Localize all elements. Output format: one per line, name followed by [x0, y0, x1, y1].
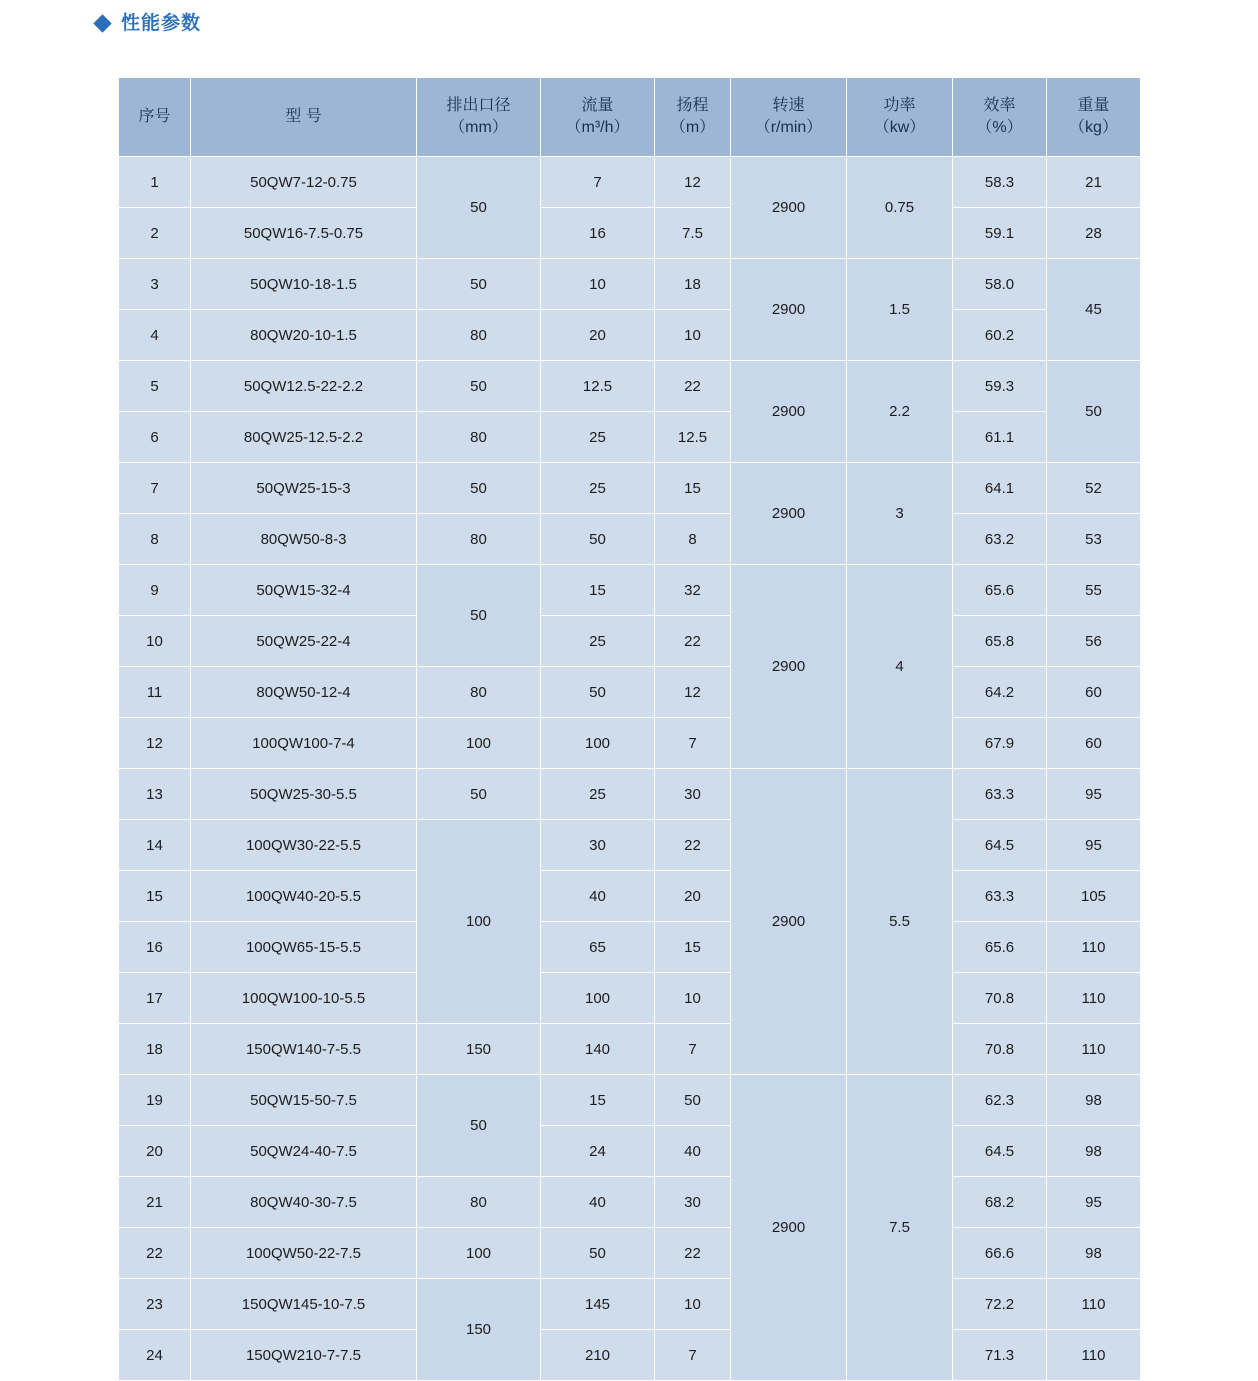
header-head-line2: （m）: [669, 119, 716, 136]
cell-efficiency: 64.2: [953, 667, 1047, 718]
cell-no: 15: [119, 871, 191, 922]
page-title: 性能参数: [121, 13, 202, 34]
cell-outlet: 80: [417, 514, 541, 565]
cell-model: 100QW40-20-5.5: [191, 871, 417, 922]
cell-outlet: 80: [417, 1177, 541, 1228]
cell-no: 5: [119, 361, 191, 412]
cell-flow: 24: [541, 1126, 655, 1177]
table-row: [119, 769, 1141, 820]
cell-model: 150QW140-7-5.5: [191, 1024, 417, 1075]
cell-no: 8: [119, 514, 191, 565]
cell-flow: 50: [541, 1228, 655, 1279]
cell-no: 1: [119, 157, 191, 208]
cell-head: 22: [655, 820, 731, 871]
cell-weight: 95: [1047, 820, 1141, 871]
header-power-line2: （kw）: [873, 119, 926, 136]
cell-no: 23: [119, 1279, 191, 1330]
cell-no: 22: [119, 1228, 191, 1279]
cell-model: 100QW30-22-5.5: [191, 820, 417, 871]
cell-speed: 2900: [731, 361, 847, 463]
cell-weight: 60: [1047, 667, 1141, 718]
cell-efficiency: 65.6: [953, 922, 1047, 973]
table-row: [119, 1075, 1141, 1126]
cell-outlet: 150: [417, 1024, 541, 1075]
section-title: [96, 14, 201, 33]
cell-head: 22: [655, 361, 731, 412]
cell-efficiency: 67.9: [953, 718, 1047, 769]
cell-head: 22: [655, 616, 731, 667]
table-row: [119, 1024, 1141, 1075]
table-row: [119, 157, 1141, 208]
cell-outlet: 50: [417, 463, 541, 514]
cell-model: 50QW7-12-0.75: [191, 157, 417, 208]
header-cell-head: [655, 78, 731, 157]
cell-outlet: 80: [417, 310, 541, 361]
cell-no: 20: [119, 1126, 191, 1177]
cell-power: 4: [847, 565, 953, 769]
table-row: [119, 1126, 1141, 1177]
cell-weight: 98: [1047, 1075, 1141, 1126]
performance-parameters-table: [118, 77, 1141, 1381]
cell-flow: 25: [541, 616, 655, 667]
header-cell-power: [847, 78, 953, 157]
cell-head: 22: [655, 1228, 731, 1279]
table-row: [119, 922, 1141, 973]
cell-model: 80QW20-10-1.5: [191, 310, 417, 361]
cell-head: 32: [655, 565, 731, 616]
cell-model: 150QW145-10-7.5: [191, 1279, 417, 1330]
table-row: [119, 1330, 1141, 1381]
cell-flow: 210: [541, 1330, 655, 1381]
table-row: [119, 463, 1141, 514]
cell-model: 50QW10-18-1.5: [191, 259, 417, 310]
cell-efficiency: 68.2: [953, 1177, 1047, 1228]
cell-head: 30: [655, 769, 731, 820]
cell-weight: 95: [1047, 769, 1141, 820]
cell-efficiency: 64.5: [953, 820, 1047, 871]
cell-no: 13: [119, 769, 191, 820]
cell-flow: 140: [541, 1024, 655, 1075]
table-row: [119, 1279, 1141, 1330]
cell-head: 12.5: [655, 412, 731, 463]
cell-head: 10: [655, 1279, 731, 1330]
cell-head: 10: [655, 310, 731, 361]
cell-speed: 2900: [731, 1075, 847, 1381]
header-outlet-line1: 排出口径: [446, 96, 511, 114]
cell-model: 50QW15-32-4: [191, 565, 417, 616]
cell-speed: 2900: [731, 259, 847, 361]
cell-no: 3: [119, 259, 191, 310]
cell-head: 7: [655, 1330, 731, 1381]
cell-no: 10: [119, 616, 191, 667]
table-row: [119, 1228, 1141, 1279]
cell-power: 7.5: [847, 1075, 953, 1381]
cell-outlet: 80: [417, 667, 541, 718]
cell-model: 100QW100-10-5.5: [191, 973, 417, 1024]
cell-no: 11: [119, 667, 191, 718]
cell-no: 19: [119, 1075, 191, 1126]
header-efficiency-line1: 效率: [983, 96, 1016, 114]
table-row: [119, 565, 1141, 616]
cell-speed: 2900: [731, 157, 847, 259]
table-row: [119, 310, 1141, 361]
cell-efficiency: 70.8: [953, 973, 1047, 1024]
cell-efficiency: 72.2: [953, 1279, 1047, 1330]
cell-no: 17: [119, 973, 191, 1024]
cell-power: 2.2: [847, 361, 953, 463]
header-cell-flow: [541, 78, 655, 157]
cell-flow: 20: [541, 310, 655, 361]
header-cell-model: [191, 78, 417, 157]
table-row: [119, 208, 1141, 259]
cell-flow: 12.5: [541, 361, 655, 412]
cell-efficiency: 59.3: [953, 361, 1047, 412]
cell-efficiency: 71.3: [953, 1330, 1047, 1381]
cell-head: 15: [655, 922, 731, 973]
cell-head: 12: [655, 667, 731, 718]
cell-no: 12: [119, 718, 191, 769]
cell-efficiency: 65.6: [953, 565, 1047, 616]
table-row: [119, 616, 1141, 667]
cell-head: 30: [655, 1177, 731, 1228]
cell-efficiency: 66.6: [953, 1228, 1047, 1279]
cell-weight: 98: [1047, 1126, 1141, 1177]
cell-efficiency: 58.3: [953, 157, 1047, 208]
cell-model: 50QW25-15-3: [191, 463, 417, 514]
cell-outlet: 50: [417, 769, 541, 820]
cell-flow: 10: [541, 259, 655, 310]
cell-flow: 30: [541, 820, 655, 871]
cell-flow: 25: [541, 463, 655, 514]
cell-efficiency: 63.3: [953, 769, 1047, 820]
table-body: [119, 157, 1141, 1381]
cell-no: 14: [119, 820, 191, 871]
cell-outlet: 100: [417, 718, 541, 769]
cell-flow: 50: [541, 514, 655, 565]
cell-no: 4: [119, 310, 191, 361]
table-row: [119, 1177, 1141, 1228]
header-outlet-line2: （mm）: [449, 119, 508, 136]
table-row: [119, 667, 1141, 718]
cell-weight: 21: [1047, 157, 1141, 208]
cell-head: 20: [655, 871, 731, 922]
cell-efficiency: 62.3: [953, 1075, 1047, 1126]
cell-efficiency: 64.5: [953, 1126, 1047, 1177]
cell-model: 100QW100-7-4: [191, 718, 417, 769]
cell-weight: 110: [1047, 1330, 1141, 1381]
cell-flow: 25: [541, 412, 655, 463]
header-cell-speed: [731, 78, 847, 157]
cell-model: 50QW25-22-4: [191, 616, 417, 667]
cell-head: 8: [655, 514, 731, 565]
header-speed-line1: 转速: [772, 96, 805, 114]
cell-outlet: 50: [417, 1075, 541, 1177]
cell-outlet: 150: [417, 1279, 541, 1381]
cell-head: 50: [655, 1075, 731, 1126]
cell-model: 150QW210-7-7.5: [191, 1330, 417, 1381]
cell-power: 1.5: [847, 259, 953, 361]
cell-weight: 50: [1047, 361, 1141, 463]
header-cell-weight: [1047, 78, 1141, 157]
cell-head: 10: [655, 973, 731, 1024]
table-row: [119, 871, 1141, 922]
cell-outlet: 50: [417, 157, 541, 259]
cell-model: 80QW25-12.5-2.2: [191, 412, 417, 463]
cell-model: 80QW40-30-7.5: [191, 1177, 417, 1228]
cell-outlet: 100: [417, 820, 541, 1024]
table-header-row: [119, 78, 1141, 157]
cell-model: 80QW50-8-3: [191, 514, 417, 565]
cell-efficiency: 60.2: [953, 310, 1047, 361]
header-flow-line1: 流量: [581, 96, 614, 114]
cell-model: 50QW25-30-5.5: [191, 769, 417, 820]
cell-flow: 15: [541, 565, 655, 616]
header-weight-line1: 重量: [1077, 96, 1110, 114]
cell-weight: 110: [1047, 1024, 1141, 1075]
cell-flow: 15: [541, 1075, 655, 1126]
cell-model: 100QW65-15-5.5: [191, 922, 417, 973]
cell-flow: 50: [541, 667, 655, 718]
cell-flow: 25: [541, 769, 655, 820]
table-row: [119, 361, 1141, 412]
cell-efficiency: 63.2: [953, 514, 1047, 565]
cell-speed: 2900: [731, 769, 847, 1075]
cell-outlet: 100: [417, 1228, 541, 1279]
cell-flow: 100: [541, 718, 655, 769]
cell-head: 18: [655, 259, 731, 310]
cell-efficiency: 58.0: [953, 259, 1047, 310]
cell-outlet: 50: [417, 565, 541, 667]
cell-weight: 56: [1047, 616, 1141, 667]
table-row: [119, 820, 1141, 871]
table-row: [119, 973, 1141, 1024]
cell-no: 2: [119, 208, 191, 259]
table-row: [119, 259, 1141, 310]
cell-weight: 28: [1047, 208, 1141, 259]
cell-no: 16: [119, 922, 191, 973]
diamond-bullet-icon: [93, 14, 111, 32]
cell-efficiency: 61.1: [953, 412, 1047, 463]
header-efficiency-line2: （%）: [976, 119, 1023, 136]
cell-outlet: 50: [417, 361, 541, 412]
cell-no: 6: [119, 412, 191, 463]
table-row: [119, 412, 1141, 463]
cell-weight: 52: [1047, 463, 1141, 514]
cell-power: 0.75: [847, 157, 953, 259]
cell-outlet: 80: [417, 412, 541, 463]
header-speed-line2: （r/min）: [754, 119, 823, 136]
cell-head: 15: [655, 463, 731, 514]
cell-efficiency: 65.8: [953, 616, 1047, 667]
cell-outlet: 50: [417, 259, 541, 310]
cell-weight: 55: [1047, 565, 1141, 616]
cell-model: 100QW50-22-7.5: [191, 1228, 417, 1279]
cell-model: 50QW12.5-22-2.2: [191, 361, 417, 412]
cell-efficiency: 70.8: [953, 1024, 1047, 1075]
cell-head: 7: [655, 1024, 731, 1075]
cell-speed: 2900: [731, 463, 847, 565]
cell-no: 18: [119, 1024, 191, 1075]
cell-weight: 110: [1047, 922, 1141, 973]
cell-weight: 110: [1047, 973, 1141, 1024]
header-head-line1: 扬程: [676, 96, 709, 114]
cell-speed: 2900: [731, 565, 847, 769]
cell-weight: 98: [1047, 1228, 1141, 1279]
cell-flow: 16: [541, 208, 655, 259]
table-row: [119, 718, 1141, 769]
cell-model: 50QW24-40-7.5: [191, 1126, 417, 1177]
cell-head: 7: [655, 718, 731, 769]
cell-efficiency: 64.1: [953, 463, 1047, 514]
header-power-line1: 功率: [883, 96, 916, 114]
cell-efficiency: 59.1: [953, 208, 1047, 259]
header-flow-line2: （m³/h）: [565, 119, 630, 136]
cell-weight: 53: [1047, 514, 1141, 565]
cell-no: 9: [119, 565, 191, 616]
cell-weight: 110: [1047, 1279, 1141, 1330]
cell-weight: 45: [1047, 259, 1141, 361]
header-cell-efficiency: [953, 78, 1047, 157]
header-weight-line2: （kg）: [1069, 119, 1118, 136]
cell-weight: 95: [1047, 1177, 1141, 1228]
cell-flow: 40: [541, 1177, 655, 1228]
cell-power: 3: [847, 463, 953, 565]
header-no-line1: 序号: [138, 107, 171, 125]
cell-head: 7.5: [655, 208, 731, 259]
cell-weight: 105: [1047, 871, 1141, 922]
cell-model: 50QW16-7.5-0.75: [191, 208, 417, 259]
cell-no: 7: [119, 463, 191, 514]
cell-model: 50QW15-50-7.5: [191, 1075, 417, 1126]
cell-flow: 40: [541, 871, 655, 922]
header-cell-no: [119, 78, 191, 157]
cell-model: 80QW50-12-4: [191, 667, 417, 718]
header-cell-outlet: [417, 78, 541, 157]
header-model-line1: 型 号: [285, 107, 322, 125]
cell-head: 40: [655, 1126, 731, 1177]
cell-no: 24: [119, 1330, 191, 1381]
cell-no: 21: [119, 1177, 191, 1228]
cell-flow: 100: [541, 973, 655, 1024]
cell-flow: 7: [541, 157, 655, 208]
cell-power: 5.5: [847, 769, 953, 1075]
table-row: [119, 514, 1141, 565]
cell-flow: 65: [541, 922, 655, 973]
cell-efficiency: 63.3: [953, 871, 1047, 922]
cell-head: 12: [655, 157, 731, 208]
cell-flow: 145: [541, 1279, 655, 1330]
cell-weight: 60: [1047, 718, 1141, 769]
